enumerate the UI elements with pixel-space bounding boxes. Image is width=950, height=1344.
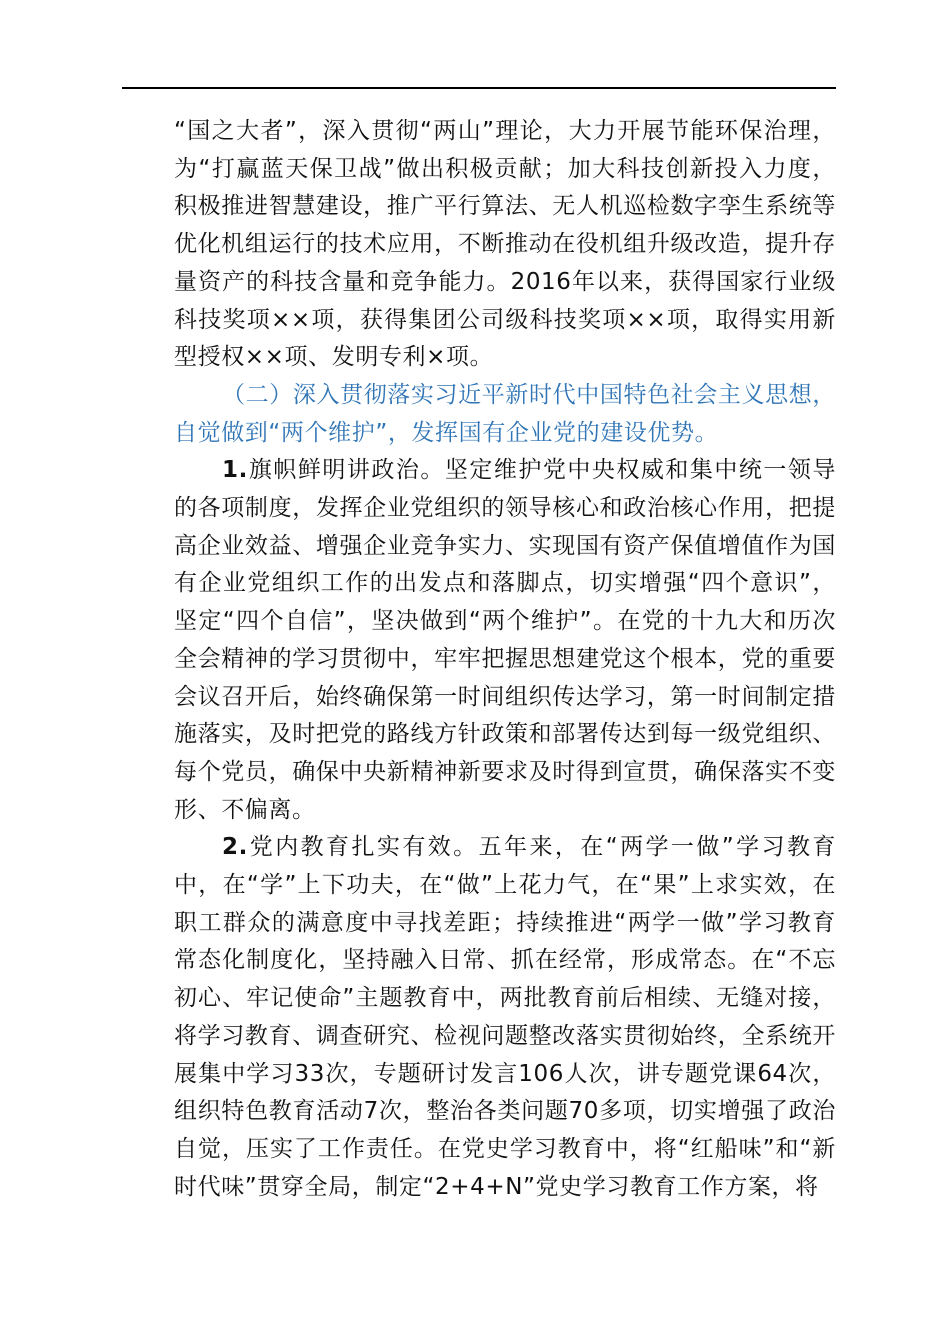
document-body xyxy=(174,113,836,1206)
paragraph-item-2 xyxy=(174,829,836,1206)
paragraph-item-1 xyxy=(174,452,836,829)
header-rule xyxy=(122,87,836,89)
item-text-1: 旗帜鲜明讲政治。坚定维护党中央权威和集中统一领导的各项制度，发挥企业党组织的领导核心和政治核心作用，把提高企业效益、增强企业竞争实力、实现国有资产保值增值作为国有企业党组织工作的出发点和落脚点，切实增强“四个意识”，坚定“四个自信”，坚决做到“两个维护”。在党的十九大和历次全会精神的学习贯彻中，牢牢把握思想建党这个根本，党的重要会议召开后，始终确保第一时间组织传达学习，第一时间制定措施落实，及时把党的路线方针政策和部署传达到每一级党组织、每个党员，确保中央新精神新要求及时得到宣贯，确保落实不变形、不偏离。 xyxy=(174,457,836,823)
paragraph-tech-innovation: “国之大者”，深入贯彻“两山”理论，大力开展节能环保治理，为“打赢蓝天保卫战”做出积极贡献；加大科技创新投入力度，积极推进智慧建设，推广平行算法、无人机巡检数字孪生系统等优化机组运行的技术应用，不断推动在役机组升级改造，提升存量资产的科技含量和竞争能力。2016年以来，获得国家行业级科技奖项××项，获得集团公司级科技奖项××项，取得实用新型授权××项、发明专利×项。 xyxy=(174,118,836,371)
section-heading-2: （二）深入贯彻落实习近平新时代中国特色社会主义思想，自觉做到“两个维护”，发挥国有企业党的建设优势。 xyxy=(174,381,836,446)
item-number-1: 1. xyxy=(222,457,248,484)
item-text-2: 党内教育扎实有效。五年来，在“两学一做”学习教育中，在“学”上下功夫，在“做”上花力气，在“果”上求实效，在职工群众的满意度中寻找差距；持续推进“两学一做”学习教育常态化制度化，坚持融入日常、抓在经常，形成常态。在“不忘初心、牢记使命”主题教育中，两批教育前后相续、无缝对接，将学习教育、调查研究、检视问题整改落实贯彻始终，全系统开展集中学习33次，专题研讨发言106人次，讲专题党课64次，组织特色教育活动7次，整治各类问题70多项，切实增强了政治自觉，压实了工作责任。在党史学习教育中，将“红船味”和“新时代味”贯穿全局，制定“2+4+N”党史学习教育工作方案，将 xyxy=(174,834,836,1200)
item-number-2: 2. xyxy=(222,834,248,861)
